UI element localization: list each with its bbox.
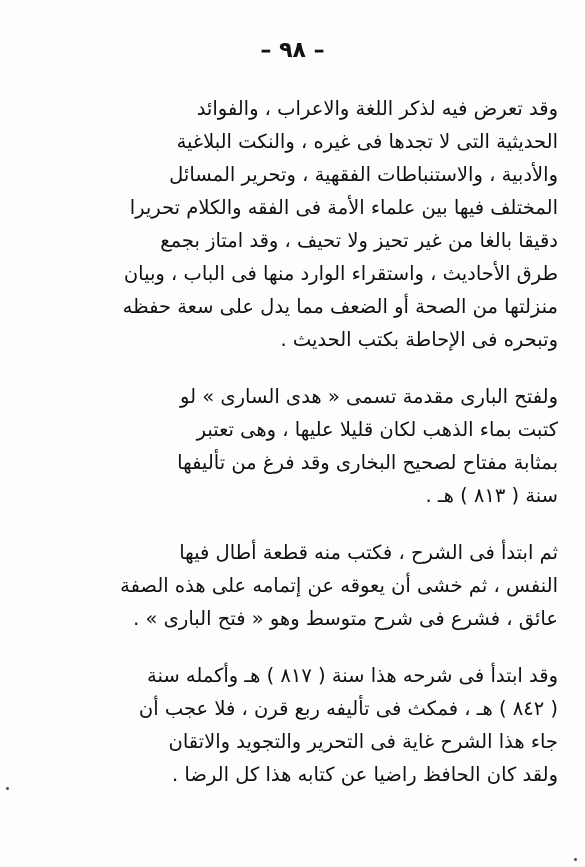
- scan-speck: [574, 858, 577, 861]
- text-line: وتبحره فى الإحاطة بكتب الحديث .: [280, 328, 558, 351]
- page-number: – ٩٨ –: [260, 38, 325, 63]
- text-line: بمثابة مفتاح لصحيح البخارى وقد فرغ من تأليفها: [177, 451, 558, 474]
- text-line: ولقد كان الحافظ راضيا عن كتابه هذا كل الرضا .: [171, 763, 558, 786]
- text-line: عائق ، فشرع فى شرح متوسط وهو « فتح البارى » .: [133, 607, 558, 630]
- text-line: وقد ابتدأ فى شرحه هذا سنة ( ٨١٧ ) هـ وأكمله سنة: [147, 664, 558, 687]
- text-line: الحديثية التى لا تجدها فى غيره ، والنكت البلاغية: [176, 130, 558, 153]
- text-line: طرق الأحاديث ، واستقراء الوارد منها فى الباب ، وبيان: [123, 262, 558, 285]
- paragraph-1: [38, 92, 558, 356]
- text-line: سنة ( ٨١٣ ) هـ .: [425, 484, 558, 507]
- text-line: ولفتح البارى مقدمة تسمى « هدى السارى » لو: [180, 385, 558, 408]
- text-line: والأدبية ، والاستنباطات الفقهية ، وتحرير المسائل: [169, 163, 558, 186]
- text-line: المختلف فيها بين علماء الأمة فى الفقه والكلام تحريرا: [129, 196, 558, 219]
- text-line: ثم ابتدأ فى الشرح ، فكتب منه قطعة أطال فيها: [179, 541, 558, 564]
- text-line: منزلتها من الصحة أو الضعف مما يدل على سعة حفظه: [122, 295, 558, 318]
- text-line: وقد تعرض فيه لذكر اللغة والاعراب ، والفوائد: [196, 97, 558, 120]
- text-line: ( ٨٤٢ ) هـ ، فمكث فى تأليفه ربع قرن ، فلا عجب أن: [138, 697, 558, 720]
- body-text: [38, 92, 558, 815]
- scan-speck: [6, 787, 9, 790]
- text-line: النفس ، ثم خشى أن يعوقه عن إتمامه على هذه الصفة: [120, 574, 558, 597]
- text-line: دقيقا بالغا من غير تحيز ولا تحيف ، وقد امتاز بجمع: [160, 229, 558, 252]
- text-line: جاء هذا الشرح غاية فى التحرير والتجويد والاتقان: [168, 730, 558, 753]
- paragraph-2: [38, 380, 558, 512]
- paragraph-3: [38, 536, 558, 635]
- text-line: كتبت بماء الذهب لكان قليلا عليها ، وهى تعتبر: [196, 418, 558, 441]
- paragraph-4: [38, 659, 558, 791]
